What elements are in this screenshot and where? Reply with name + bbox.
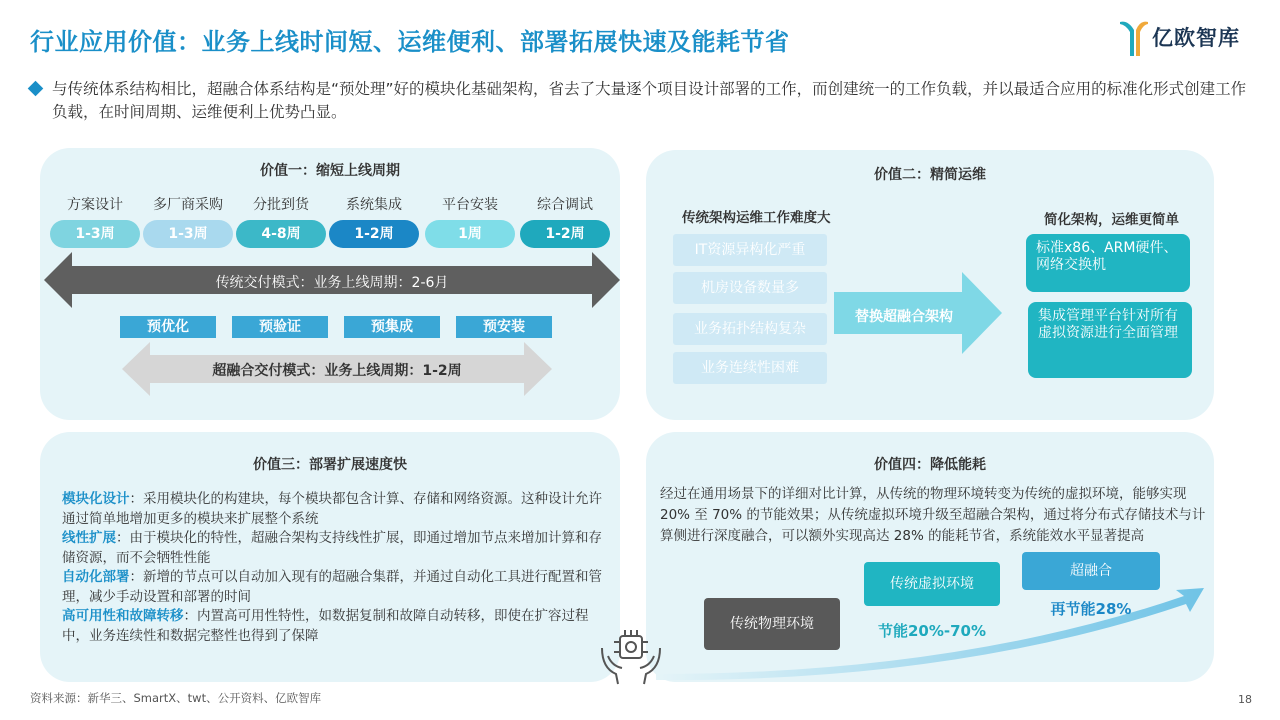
energy-saving-virtual: 节能20%-70% <box>877 622 987 640</box>
energy-step-virtual: 传统虚拟环境 <box>864 562 1000 606</box>
value3-item-4 <box>62 607 602 646</box>
logo <box>1118 18 1258 58</box>
value3-title: 价值三：部署扩展速度快 <box>253 457 407 473</box>
value3-panel <box>40 432 620 682</box>
stage-duration: 1-2周 <box>520 220 610 248</box>
value1-panel <box>40 148 620 420</box>
value3-body <box>62 490 602 646</box>
traditional-ops-item-4: 业务连续性困难 <box>673 352 827 384</box>
value3-item-text: ：内置高可用性特性，如数据复制和故障自动转移，即使在扩容过程中，业务连续性和数据完整性也得到了保障 <box>62 608 589 644</box>
simplified-ops-item-1: 标准x86、ARM硬件、网络交换机 <box>1026 234 1190 292</box>
value4-panel <box>646 432 1214 682</box>
stage-duration: 1-3周 <box>143 220 233 248</box>
simplified-ops-header: 简化架构，运维更简单 <box>1044 212 1179 228</box>
value3-item-2 <box>62 529 602 568</box>
value3-item-text: ：由于模块化的特性，超融合架构支持线性扩展，即通过增加节点来增加计算和存储资源，而不会牺牲性能 <box>62 530 602 566</box>
chip-hands-icon <box>598 626 664 686</box>
stage-duration: 1-2周 <box>329 220 419 248</box>
value3-item-text: ：采用模块化的构建块，每个模块都包含计算、存储和网络资源。这种设计允许通过简单地增加更多的模块来扩展整个系统 <box>62 491 602 527</box>
stage-label: 方案设计 <box>67 197 123 213</box>
value3-item-1 <box>62 490 602 529</box>
value3-item-term: 自动化部署 <box>62 569 130 585</box>
stage-label: 平台安装 <box>442 197 498 213</box>
logo-text: 亿欧智库 <box>1152 26 1240 50</box>
value3-item-term: 线性扩展 <box>62 530 116 546</box>
traditional-ops-item-3: 业务拓扑结构复杂 <box>673 313 827 345</box>
energy-step-hci: 超融合 <box>1022 552 1160 590</box>
page-title: 行业应用价值：业务上线时间短、运维便利、部署拓展快速及能耗节省 <box>30 28 790 56</box>
replace-hci-label: 替换超融合架构 <box>855 309 953 325</box>
value3-item-term: 高可用性和故障转移 <box>62 608 184 624</box>
pre-step-2: 预验证 <box>232 316 328 338</box>
traditional-ops-item-1: IT资源异构化严重 <box>673 234 827 266</box>
page-number: 18 <box>1238 693 1252 706</box>
value2-panel <box>646 150 1214 420</box>
energy-saving-hci: 再节能28% <box>1050 600 1132 618</box>
stage-duration: 4-8周 <box>236 220 326 248</box>
stage-duration: 1-3周 <box>50 220 140 248</box>
stage-label: 综合调试 <box>537 197 593 213</box>
value3-item-3 <box>62 568 602 607</box>
value3-item-text: ：新增的节点可以自动加入现有的超融合集群，并通过自动化工具进行配置和管理，减少手动设置和部署的时间 <box>62 569 602 605</box>
traditional-ops-item-2: 机房设备数量多 <box>673 272 827 304</box>
pre-step-1: 预优化 <box>120 316 216 338</box>
pre-step-3: 预集成 <box>344 316 440 338</box>
hci-delivery-label: 超融合交付模式：业务上线周期：1-2周 <box>212 363 462 379</box>
source-note: 资料来源：新华三、SmartX、twt、公开资料、亿欧智库 <box>30 691 322 705</box>
stage-duration: 1周 <box>425 220 515 248</box>
intro-text: 与传统体系结构相比，超融合体系结构是“预处理”好的模块化基础架构，省去了大量逐个项目设计部署的工作，而创建统一的工作负载，并以最适合应用的标准化形式创建工作负载，在时间周期、运维便利上优势凸显。 <box>52 80 1247 121</box>
value2-title: 价值二：精简运维 <box>874 167 986 183</box>
pre-step-4: 预安装 <box>456 316 552 338</box>
yiou-logo-icon <box>1118 18 1152 58</box>
value4-body: 经过在通用场景下的详细对比计算，从传统的物理环境转变为传统的虚拟环境，能够实现20% 至 70% 的节能效果；从传统虚拟环境升级至超融合架构，通过将分布式存储技术与计算侧进行深度融合，可以额外实现高达 28% 的能耗节省，系统能效水平显著提高 <box>660 486 1206 544</box>
value1-title: 价值一：缩短上线周期 <box>260 163 400 179</box>
value4-title: 价值四：降低能耗 <box>874 457 986 473</box>
energy-step-physical: 传统物理环境 <box>704 598 840 650</box>
simplified-ops-item-2: 集成管理平台针对所有虚拟资源进行全面管理 <box>1028 302 1192 378</box>
intro-paragraph <box>30 78 1260 124</box>
stage-label: 多厂商采购 <box>153 197 223 213</box>
stage-label: 系统集成 <box>346 197 402 213</box>
value3-item-term: 模块化设计 <box>62 491 130 507</box>
stage-label: 分批到货 <box>253 197 309 213</box>
traditional-ops-header: 传统架构运维工作难度大 <box>682 210 831 226</box>
traditional-delivery-label: 传统交付模式：业务上线周期：2-6月 <box>215 275 449 291</box>
